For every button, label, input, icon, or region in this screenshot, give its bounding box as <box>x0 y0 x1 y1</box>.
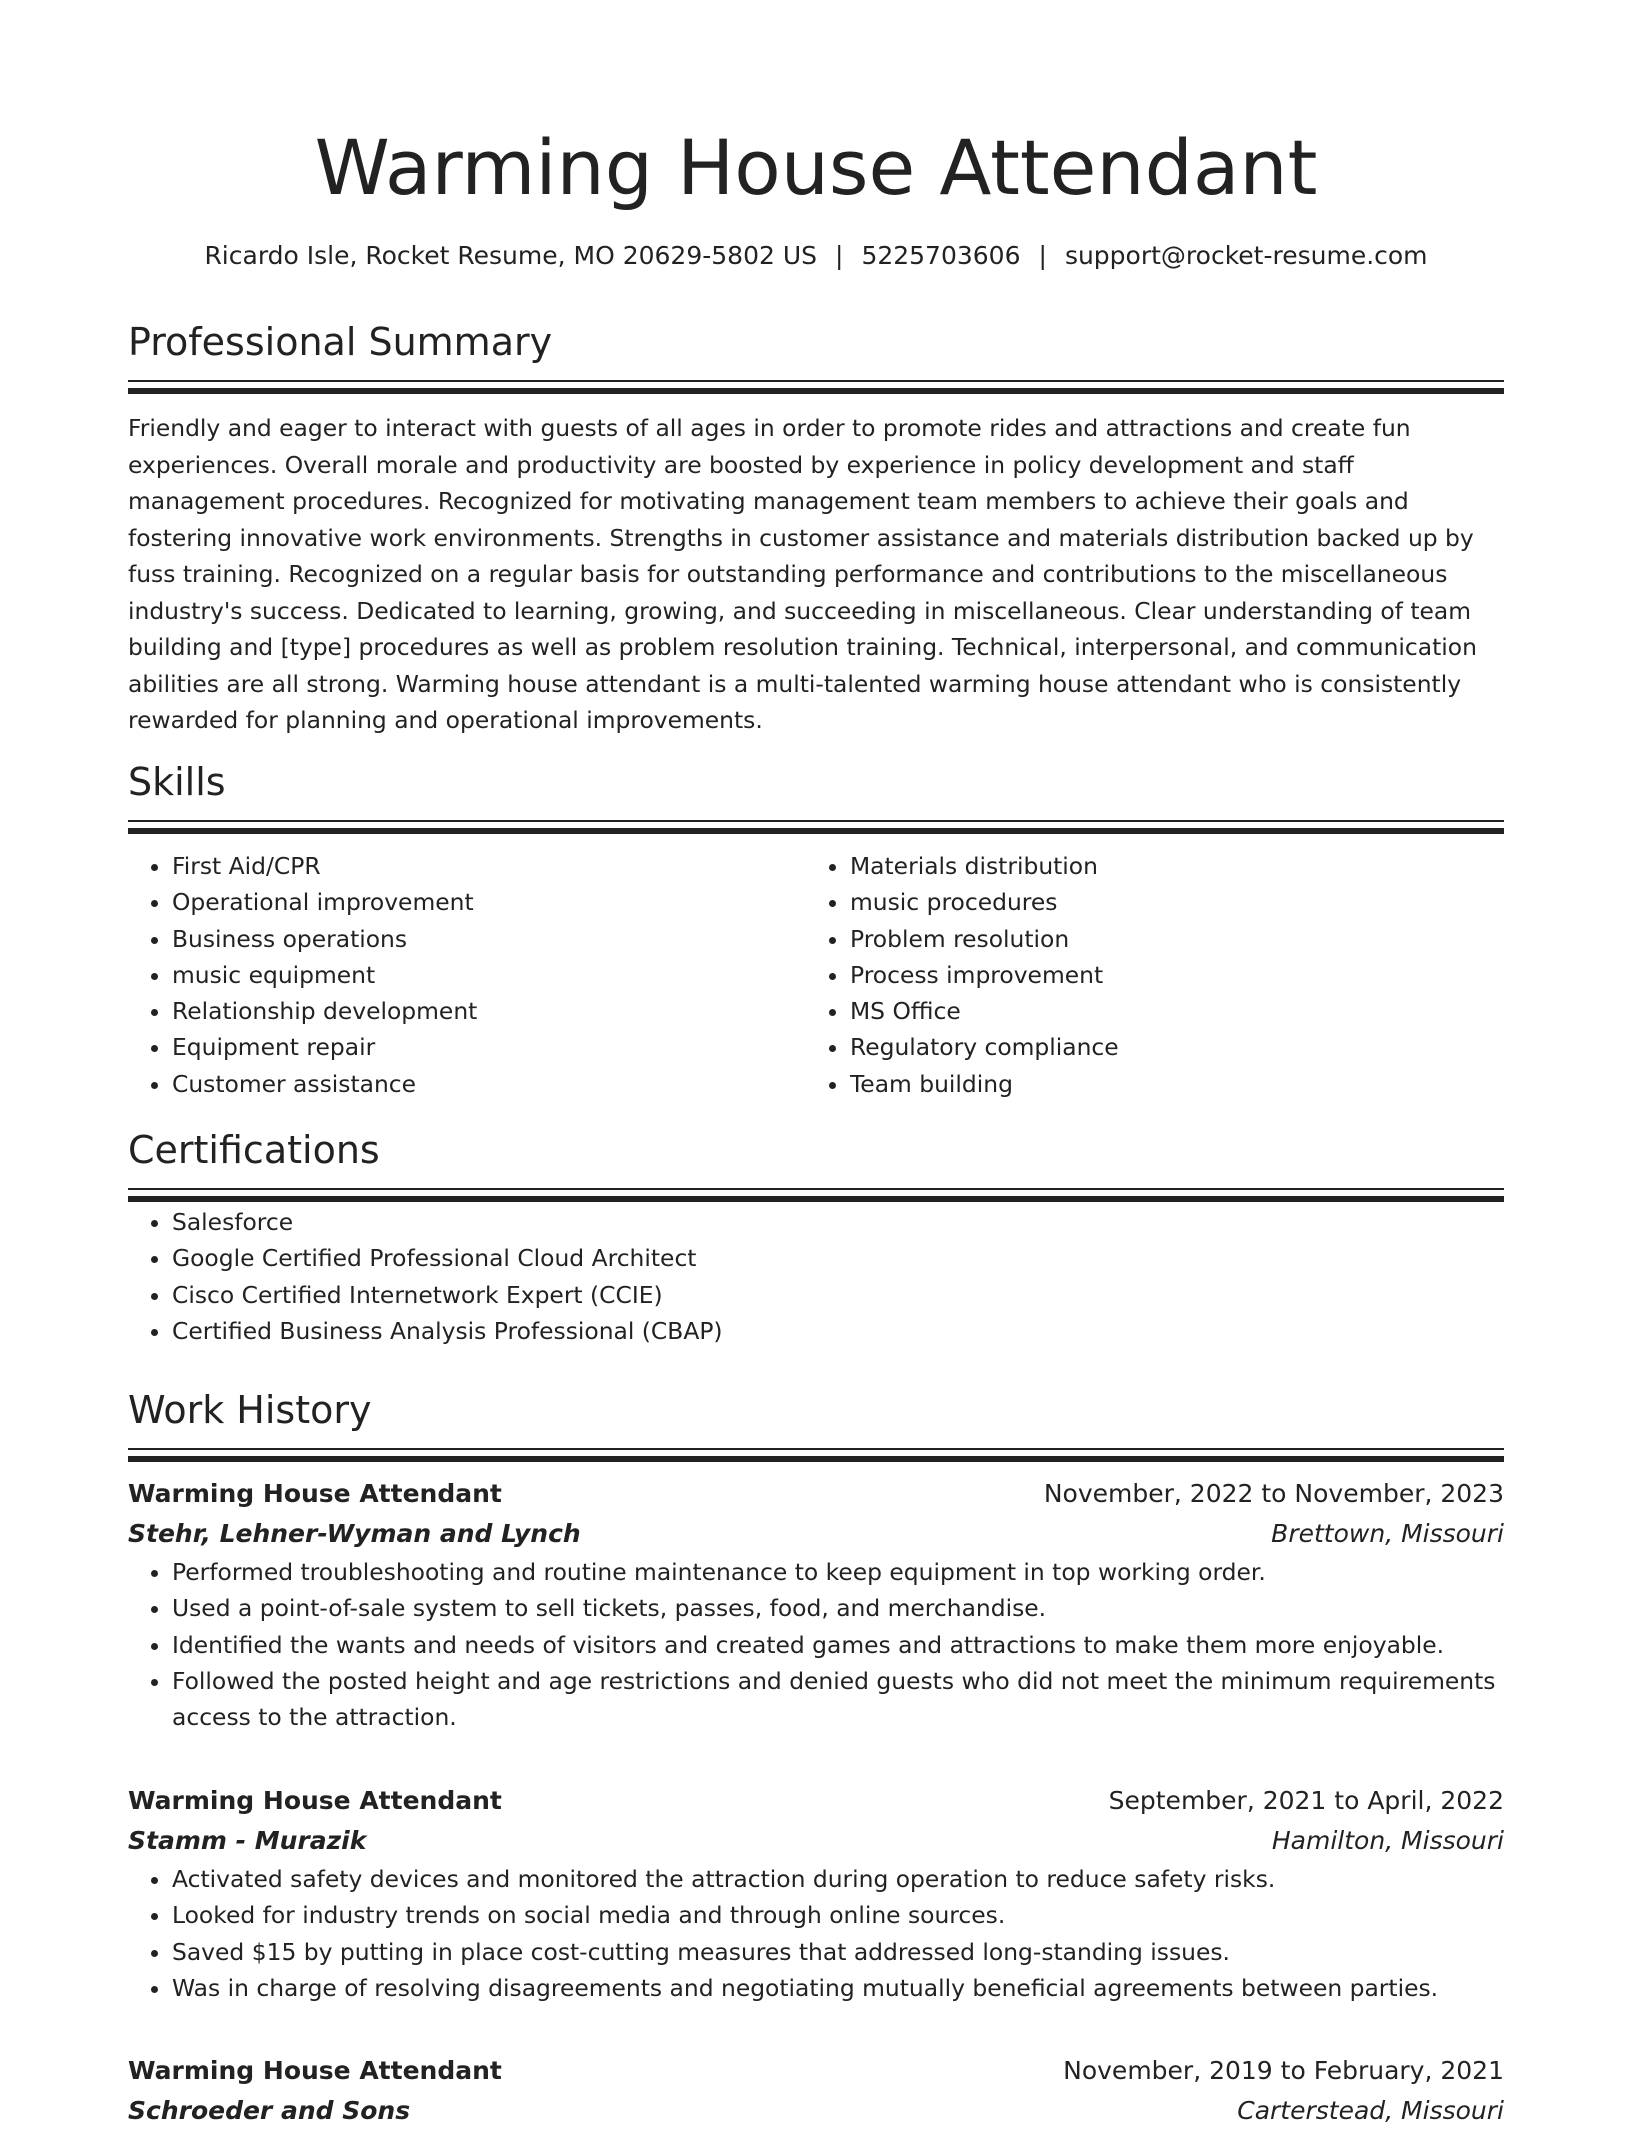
job-header-row <box>128 1474 1504 1514</box>
job-subheader-row <box>128 2091 1504 2131</box>
section-divider <box>128 1448 1504 1464</box>
job-location: Carterstead, Missouri <box>1237 2096 1504 2125</box>
resume-name: Warming House Attendant <box>314 123 1318 212</box>
job-bullet: • Performed troubleshooting and routine maintenance to keep equipment in top working order. <box>172 1554 1504 1590</box>
job-title: Warming House Attendant <box>128 2056 502 2085</box>
job-title: Warming House Attendant <box>128 1786 502 1815</box>
summary-section <box>128 316 1504 739</box>
job-dates: November, 2022 to November, 2023 <box>1043 1479 1504 1508</box>
job-entry <box>128 2051 1504 2131</box>
job-bullet: • Used a point-of-sale system to sell tickets, passes, food, and merchandise. <box>172 1590 1504 1626</box>
skill-item: • Regulatory compliance <box>850 1029 1484 1065</box>
section-title-summary: Professional Summary <box>128 320 553 364</box>
job-entry <box>128 1474 1504 1735</box>
certification-item: • Google Certified Professional Cloud Architect <box>172 1240 1504 1276</box>
skill-item: • Business operations <box>172 921 806 957</box>
job-title: Warming House Attendant <box>128 1479 502 1508</box>
skill-item: • Operational improvement <box>172 884 806 920</box>
job-location: Brettown, Missouri <box>1271 1519 1504 1548</box>
skills-list-left <box>128 848 806 1102</box>
certifications-section <box>128 1124 1504 1349</box>
section-divider <box>128 820 1504 836</box>
job-bullet: • Activated safety devices and monitored the attraction during operation to reduce safety risks. <box>172 1861 1504 1897</box>
section-title-skills: Skills <box>128 760 226 804</box>
job-header-row <box>128 1781 1504 1821</box>
contact-phone[interactable]: 5225703606 <box>861 241 1021 270</box>
job-bullet-list <box>128 1861 1504 2006</box>
certification-item: • Salesforce <box>172 1204 1504 1240</box>
summary-text: Friendly and eager to interact with guests of all ages in order to promote rides and attractions and create fun experiences. Overall morale and productivity are boosted by experience in policy development and staff management procedures. Recognized for motivating management team members to achieve their goals and fostering innovative work environments. Strengths in customer assistance and materials distribution backed up by fuss training. Recognized on a regular basis for outstanding performance and contributions to the miscellaneous industry's success. Dedicated to learning, growing, and succeeding in miscellaneous. Clear understanding of team building and [type] procedures as well as problem resolution training. Technical, interpersonal, and communication abilities are all strong. Warming house attendant is a multi-talented warming house attendant who is consistently rewarded for planning and operational improvements. <box>128 414 1477 734</box>
skill-item: • music procedures <box>850 884 1484 920</box>
job-header-row <box>128 2051 1504 2091</box>
work-history-section <box>128 1384 1504 1464</box>
skill-item: • Problem resolution <box>850 921 1484 957</box>
skills-column-left <box>128 848 806 1102</box>
skill-item: • Equipment repair <box>172 1029 806 1065</box>
contact-line <box>128 238 1504 274</box>
job-bullet: • Looked for industry trends on social media and through online sources. <box>172 1897 1504 1933</box>
job-bullet: • Identified the wants and needs of visitors and created games and attractions to make them more enjoyable. <box>172 1627 1504 1663</box>
job-dates: September, 2021 to April, 2022 <box>1108 1786 1504 1815</box>
job-company: Stehr, Lehner-Wyman and Lynch <box>128 1519 581 1548</box>
section-title-certifications: Certifications <box>128 1128 380 1172</box>
skill-item: • Team building <box>850 1066 1484 1102</box>
section-divider <box>128 380 1504 396</box>
job-company: Stamm - Murazik <box>128 1826 367 1855</box>
job-dates: November, 2019 to February, 2021 <box>1063 2056 1504 2085</box>
skill-item: • music equipment <box>172 957 806 993</box>
skill-item: • Relationship development <box>172 993 806 1029</box>
contact-email[interactable]: support@rocket-resume.com <box>1064 241 1428 270</box>
contact-address: Ricardo Isle, Rocket Resume, MO 20629-5802 US <box>204 241 817 270</box>
skill-item: • Materials distribution <box>850 848 1484 884</box>
job-bullet: • Saved $15 by putting in place cost-cutting measures that addressed long-standing issues. <box>172 1934 1504 1970</box>
contact-separator: | <box>835 241 844 270</box>
job-location: Hamilton, Missouri <box>1271 1826 1504 1855</box>
contact-separator: | <box>1038 241 1047 270</box>
certification-item: • Certified Business Analysis Professional (CBAP) <box>172 1313 1504 1349</box>
skills-column-right <box>806 848 1484 1102</box>
job-bullet-list <box>128 1554 1504 1735</box>
section-divider <box>128 1188 1504 1204</box>
skill-item: • Process improvement <box>850 957 1484 993</box>
job-bullet: • Followed the posted height and age restrictions and denied guests who did not meet the minimum requirements access to the attraction. <box>172 1663 1504 1736</box>
certifications-list <box>128 1204 1504 1349</box>
section-title-work-history: Work History <box>128 1388 372 1432</box>
skills-section <box>128 756 1504 1102</box>
skills-columns <box>128 848 1504 1102</box>
job-subheader-row <box>128 1821 1504 1861</box>
skills-list-right <box>806 848 1484 1102</box>
skill-item: • Customer assistance <box>172 1066 806 1102</box>
job-company: Schroeder and Sons <box>128 2096 411 2125</box>
skill-item: • First Aid/CPR <box>172 848 806 884</box>
job-entry <box>128 1781 1504 2006</box>
job-subheader-row <box>128 1514 1504 1554</box>
skill-item: • MS Office <box>850 993 1484 1029</box>
job-bullet: • Was in charge of resolving disagreements and negotiating mutually beneficial agreements between parties. <box>172 1970 1504 2006</box>
certification-item: • Cisco Certified Internetwork Expert (CCIE) <box>172 1277 1504 1313</box>
